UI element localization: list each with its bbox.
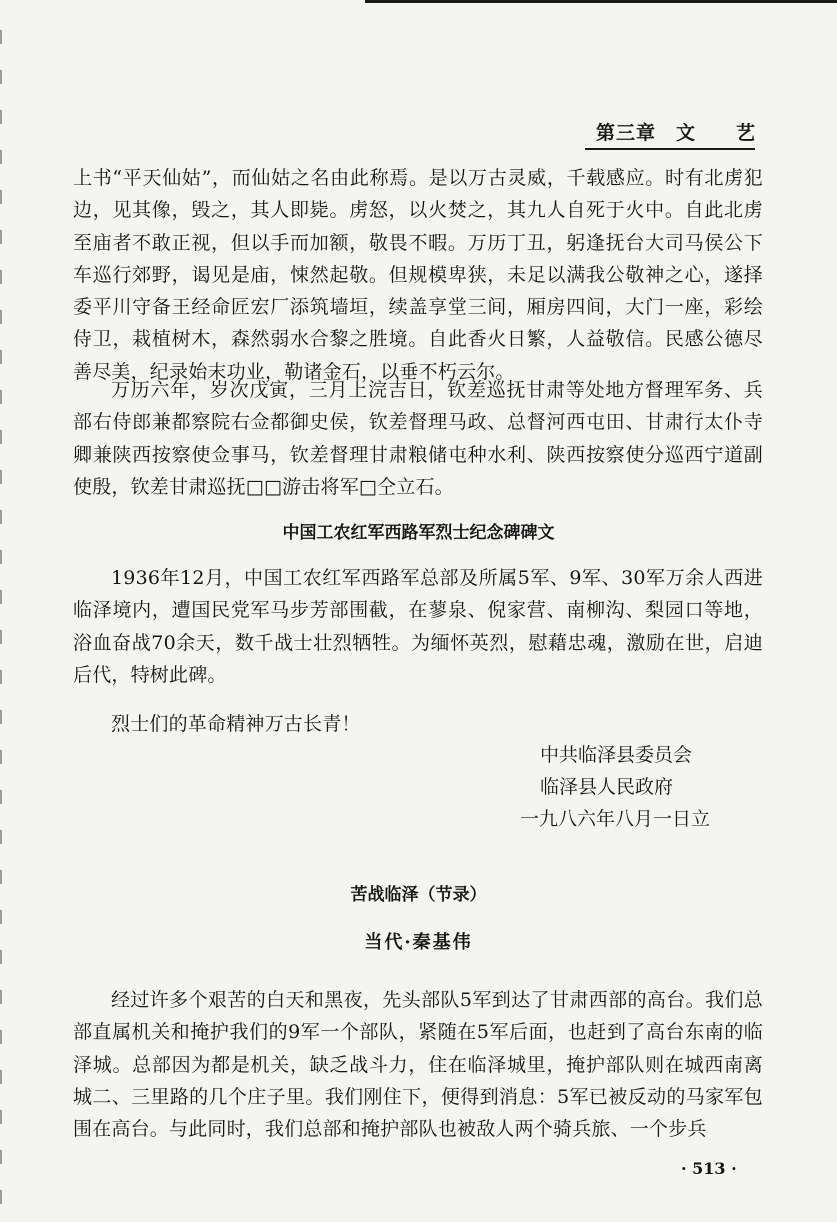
signature-line-2: 临泽县人民政府 <box>540 776 674 798</box>
signature-line-3: 一九八六年八月一日立 <box>520 808 711 830</box>
chapter-header: 第三章 文 艺 <box>596 122 757 144</box>
header-underline <box>585 148 755 150</box>
paragraph-memorial: 1936年12月，中国工农红军西路军总部及所属5军、9军、30军万余人西进临泽境内，遭国民党军马步芳部围截，在蓼泉、倪家营、南柳沟、梨园口等地，浴血奋战70余天，数千战士壮烈牺牲。为缅怀英烈，慰藉忠魂，激励在世，启迪后代，特树此碑。 <box>73 567 763 686</box>
paragraph-battle: 经过许多个艰苦的白天和黑夜，先头部队5军到达了甘肃西部的高台。我们总部直属机关和掩护我们的9军一个部队，紧随在5军后面，也赶到了高台东南的临泽城。总部因为都是机关，缺乏战斗力，住在临泽城里，掩护部队则在城西南离城二、三里路的几个庄子里。我们刚住下，便得到消息：5军已被反动的马家军包围在高台。与此同时，我们总部和掩护部队也被敌人两个骑兵旅、一个步兵 <box>73 989 763 1141</box>
scan-left-edge <box>0 30 2 1210</box>
signature-line-1: 中共临泽县委员会 <box>540 744 693 766</box>
section-author: 当代·秦基伟 <box>364 932 473 953</box>
section-title-battle: 苦战临泽（节录） <box>350 885 487 905</box>
paragraph-continuation: 上书“平天仙姑”，而仙姑之名由此称焉。是以万古灵威，千载感应。时有北虏犯边，见其像，毁之，其人即毙。虏怒，以火焚之，其九人自死于火中。自此北虏至庙者不敢正视，但以手而加额，敬畏不暇。万历丁丑，躬逢抚台大司马侯公下车巡行郊野，谒见是庙，悚然起敬。但规模卑狭，未足以满我公敬神之心，遂择委平川守备王经命匠宏厂添筑墙垣，续盖享堂三间，厢房四间，大门一座，彩绘侍卫，栽植树木，森然弱水合黎之胜境。自此香火日繁，人益敬信。民感公德尽善尽美，纪录始末功业，勒诸金石，以垂不朽云尔。 <box>73 167 763 383</box>
top-border-line <box>365 0 837 3</box>
paragraph-memorial-slogan: 烈士们的革命精神万古长青！ <box>111 713 361 735</box>
paragraph-stele-date: 万历六年，岁次戊寅，三月上浣吉日，钦差巡抚甘肃等处地方督理军务、兵部右侍郎兼都察院右佥都御史侯，钦差督理马政、总督河西屯田、甘肃行太仆寺卿兼陕西按察使佥事马，钦差督理甘肃粮储屯种水利、陕西按察使分巡西宁道副使殷，钦差甘肃巡抚□□游击将军□仝立石。 <box>73 379 763 498</box>
section-title-memorial: 中国工农红军西路军烈士纪念碑碑文 <box>282 523 555 543</box>
page-number: · 513 · <box>681 1159 737 1178</box>
